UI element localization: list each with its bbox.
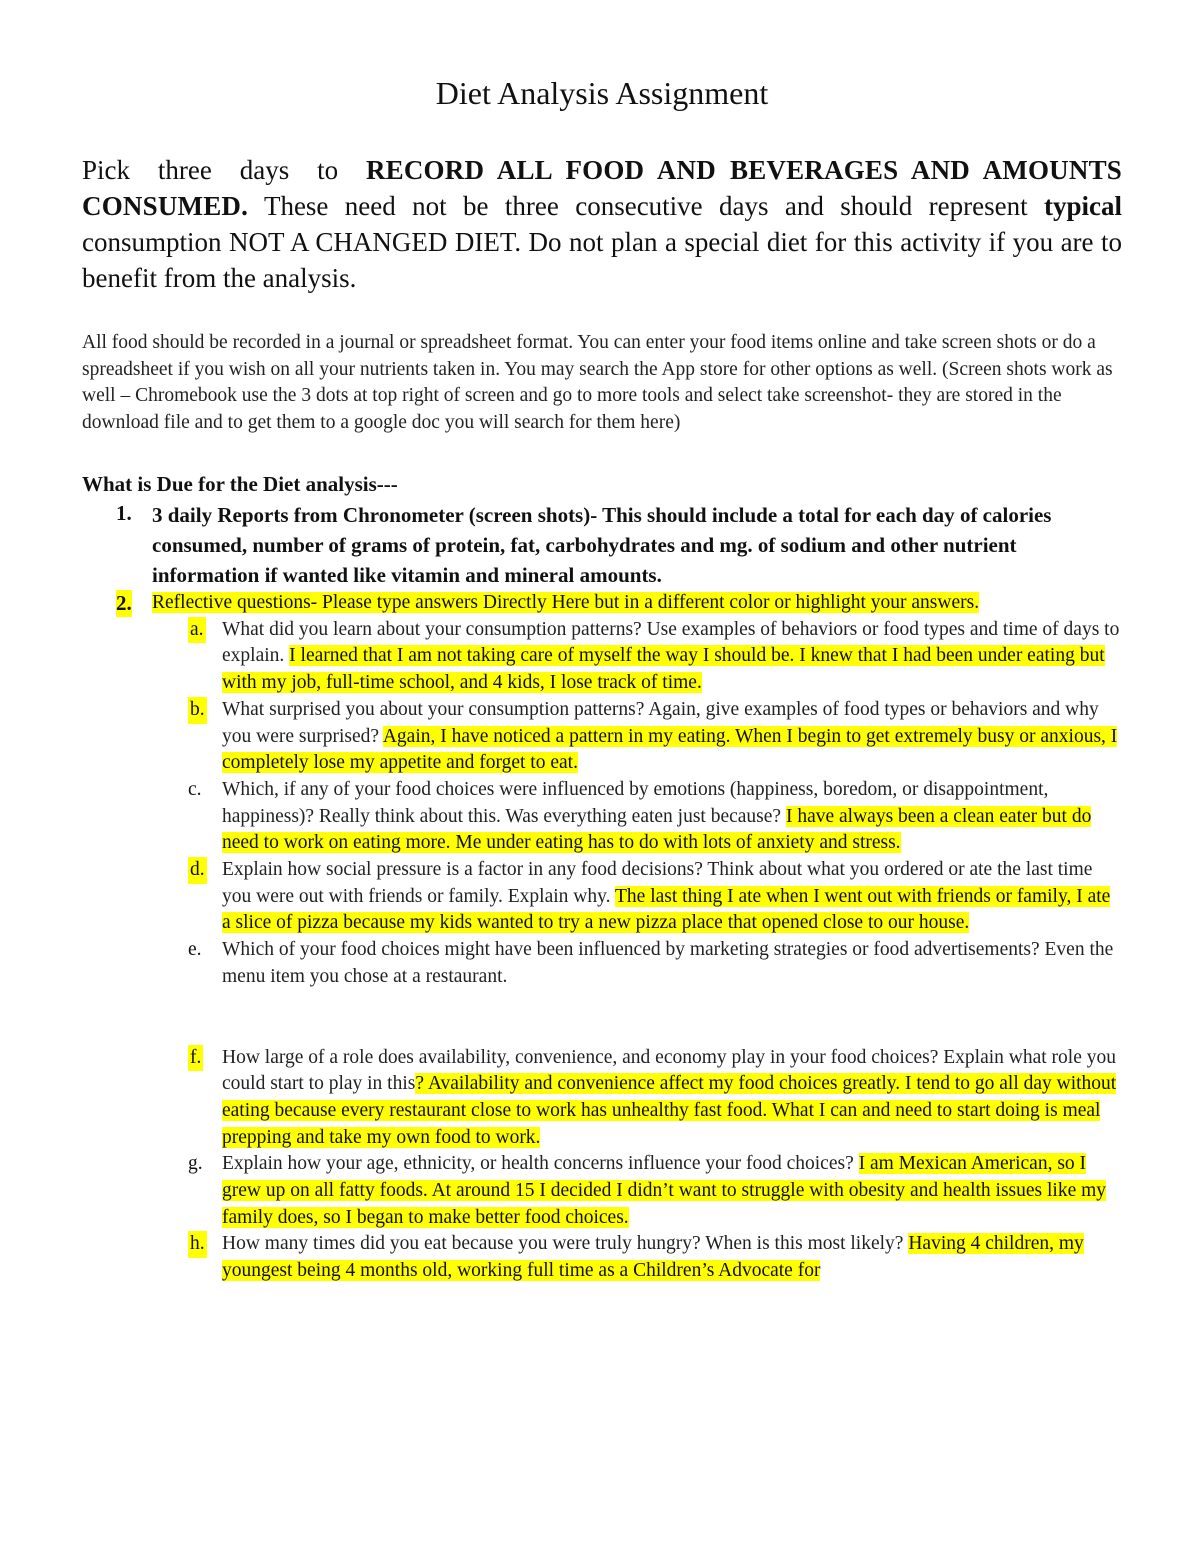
question-item-e: [152, 937, 1122, 990]
item-number: 1.: [116, 501, 132, 525]
answer-text: Again, I have noticed a pattern in my eating. When I begin to get extremely busy or anxious, I completely lose my appetite and forget to eat.: [222, 725, 1118, 774]
question-item-d: [152, 857, 1122, 937]
intro-part1: Pick three days to: [82, 155, 366, 185]
item-number: 2.: [116, 591, 132, 615]
question-text: Which, if any of your food choices were influenced by emotions (happiness, boredom, or disappointment, happiness)? Really think about this. Was everything eaten just because?: [222, 778, 1049, 827]
question-letter: b.: [188, 697, 207, 724]
question-text: Explain how your age, ethnicity, or health concerns influence your food choices?: [222, 1153, 859, 1175]
question-letter: c.: [188, 778, 202, 800]
answer-text: I am Mexican American, so I grew up on all fatty foods. At around 15 I decided I didn’t want to struggle with obesity and health issues like my family does, so I began to make better food choices.: [222, 1153, 1107, 1228]
instructions-paragraph: All food should be recorded in a journal or spreadsheet format. You can enter your food items online and take screen shots or do a spreadsheet if you wish on all your nutrients taken in. You may search the App store for other options as well. (Screen shots work as well – Chromebook use the 3 dots at top right of screen and go to more tools and select take screenshot- they are stored in the download file and to get them to a google doc you will search for them here): [82, 332, 1113, 433]
item1-text-a: 3 daily Reports from Chronometer (screen shots)- This should include a: [152, 503, 799, 527]
answer-text: ? Availability and convenience affect my food choices greatly. I tend to go all day without eating because every restaurant close to work has unhealthy fast food. What I can and need to start doing is meal prepping and take my own food to work.: [222, 1073, 1117, 1148]
question-item-h: [152, 1231, 1122, 1284]
due-list: [82, 498, 1122, 1285]
answer-text: I learned that I am not taking care of myself the way I should be. I knew that I had been under eating but with my job, full-time school, and 4 kids, I lose track of time.: [222, 645, 1105, 694]
due-item-2: [82, 590, 1122, 1285]
question-letter: f.: [188, 1045, 203, 1072]
question-text: How large of a role does availability, convenience, and economy play in your food choices? Explain what role you could start to play in this: [222, 1046, 1117, 1095]
answer-text: The last thing I ate when I went out with friends or family, I ate a slice of pizza because my kids wanted to try a new pizza place that opened close to our house.: [222, 885, 1111, 934]
item2-text: Reflective questions- Please type answers Directly Here but in a different color or highlight your answers.: [152, 592, 980, 613]
question-item-b: [152, 697, 1122, 777]
question-text: How many times did you eat because you were truly hungry? When is this most likely?: [222, 1233, 909, 1255]
question-text: What surprised you about your consumption patterns? Again, give examples of food types or behaviors and why you were surprised?: [222, 698, 1099, 747]
question-letter: e.: [188, 939, 202, 961]
document-page: [82, 72, 1122, 1285]
intro-bold-word: typical: [1044, 191, 1122, 221]
due-heading: What is Due for the Diet analysis---: [82, 472, 398, 496]
intro-part3: consumption NOT A CHANGED DIET. Do not plan a special diet for this activity if you are to benefit from the analysis.: [82, 227, 1122, 293]
question-text: What did you learn about your consumption patterns? Use examples of behaviors or food types and time of days to explain.: [222, 618, 1120, 667]
document-title: Diet Analysis Assignment: [435, 75, 769, 111]
due-item-1: [82, 498, 1122, 590]
intro-caps: RECORD ALL FOOD AND BEVERAGES AND AMOUNTS CONSUMED.: [82, 155, 1122, 221]
question-item-c: [152, 777, 1122, 857]
question-letter: a.: [188, 617, 206, 644]
questions-list: [82, 617, 1122, 1285]
question-letter: g.: [188, 1153, 203, 1175]
answer-text: Having 4 children, my youngest being 4 months old, working full time as a Children’s Advocate for: [222, 1233, 1084, 1282]
question-letter: h.: [188, 1231, 207, 1258]
question-text: Which of your food choices might have been influenced by marketing strategies or food advertisements? Even the menu item you chose at a restaurant.: [222, 939, 1114, 987]
answer-gap: [152, 991, 1122, 1045]
question-item-f: [152, 1045, 1122, 1152]
answer-text: I have always been a clean eater but do need to work on eating more. Me under eating has to do with lots of anxiety and stress.: [222, 805, 1092, 854]
item1-text-b: of calories consumed, number of grams of protein, fat, carbohydrates and mg. of sodium and other nutrient information if wanted like vitamin and mineral amounts.: [152, 503, 1052, 587]
question-item-g: [152, 1151, 1122, 1231]
question-item-a: [152, 617, 1122, 697]
intro-part2: These need not be three consecutive days and should represent: [248, 191, 1044, 221]
intro-paragraph: [82, 152, 1122, 296]
item1-text-bold: total for each day: [798, 503, 955, 527]
question-letter: d.: [188, 857, 207, 884]
question-text: Explain how social pressure is a factor in any food decisions? Think about what you ordered or ate the last time you were out with friends or family. Explain why.: [222, 859, 1093, 907]
